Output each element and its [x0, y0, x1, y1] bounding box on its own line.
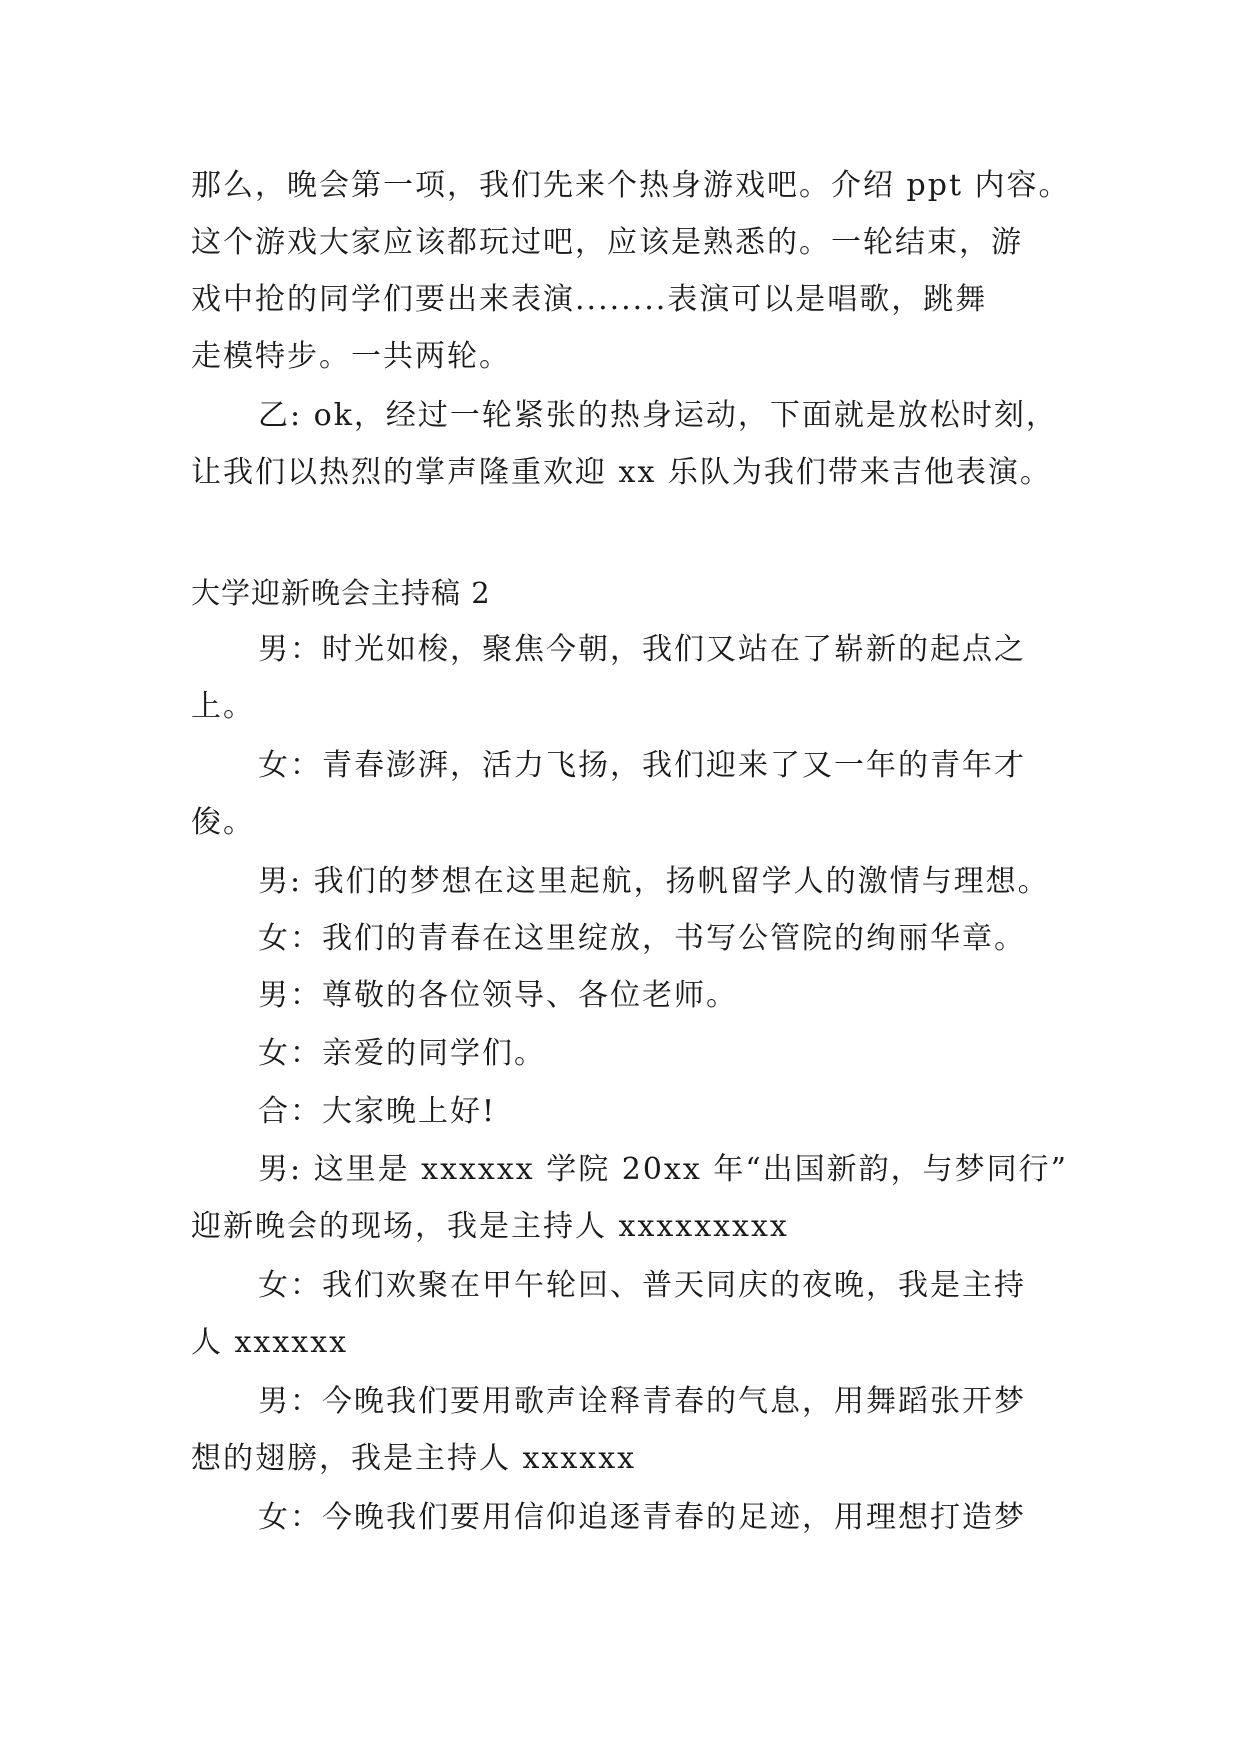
text-line: 女：青春澎湃，活力飞扬，我们迎来了又一年的青年才 — [258, 748, 1026, 783]
text-line: 女：今晚我们要用信仰追逐青春的足迹，用理想打造梦 — [258, 1500, 1026, 1535]
text-line: 走模特步。一共两轮。 — [191, 339, 511, 374]
text-line: 男: 我们的梦想在这里起航，扬帆留学人的激情与理想。 — [258, 864, 1050, 899]
text-line: 人 xxxxxx — [191, 1325, 349, 1360]
text-line: 男：今晚我们要用歌声诠释青春的气息，用舞蹈张开梦 — [258, 1384, 1026, 1419]
text-line: 女：我们欢聚在甲午轮回、普天同庆的夜晚，我是主持 — [258, 1268, 1026, 1303]
text-line: 合：大家晚上好! — [258, 1094, 497, 1129]
text-line: 想的翅膀，我是主持人 xxxxxx — [191, 1441, 637, 1476]
text-line: 这个游戏大家应该都玩过吧，应该是熟悉的。一轮结束，游 — [191, 225, 1023, 260]
text-line: 戏中抢的同学们要出来表演........表演可以是唱歌，跳舞 — [191, 282, 988, 317]
text-line: 让我们以热烈的掌声隆重欢迎 xx 乐队为我们带来吉他表演。 — [191, 455, 1052, 490]
text-line: 男：时光如梭，聚焦今朝，我们又站在了崭新的起点之 — [258, 632, 1026, 667]
text-line: 迎新晚会的现场，我是主持人 xxxxxxxxx — [191, 1209, 789, 1244]
text-line: 乙: ok，经过一轮紧张的热身运动，下面就是放松时刻， — [258, 398, 1058, 433]
text-line: 俊。 — [191, 805, 255, 840]
section-heading: 大学迎新晚会主持稿 2 — [191, 576, 491, 610]
text-line: 那么，晚会第一项，我们先来个热身游戏吧。介绍 ppt 内容。 — [191, 168, 1071, 203]
text-line: 女：我们的青春在这里绽放，书写公管院的绚丽华章。 — [258, 921, 1026, 956]
text-line: 上。 — [191, 689, 255, 724]
text-line: 男：尊敬的各位领导、各位老师。 — [258, 978, 738, 1013]
text-line: 女：亲爱的同学们。 — [258, 1036, 546, 1071]
text-line: 男: 这里是 xxxxxx 学院 20xx 年“出国新韵，与梦同行” — [258, 1152, 1068, 1187]
